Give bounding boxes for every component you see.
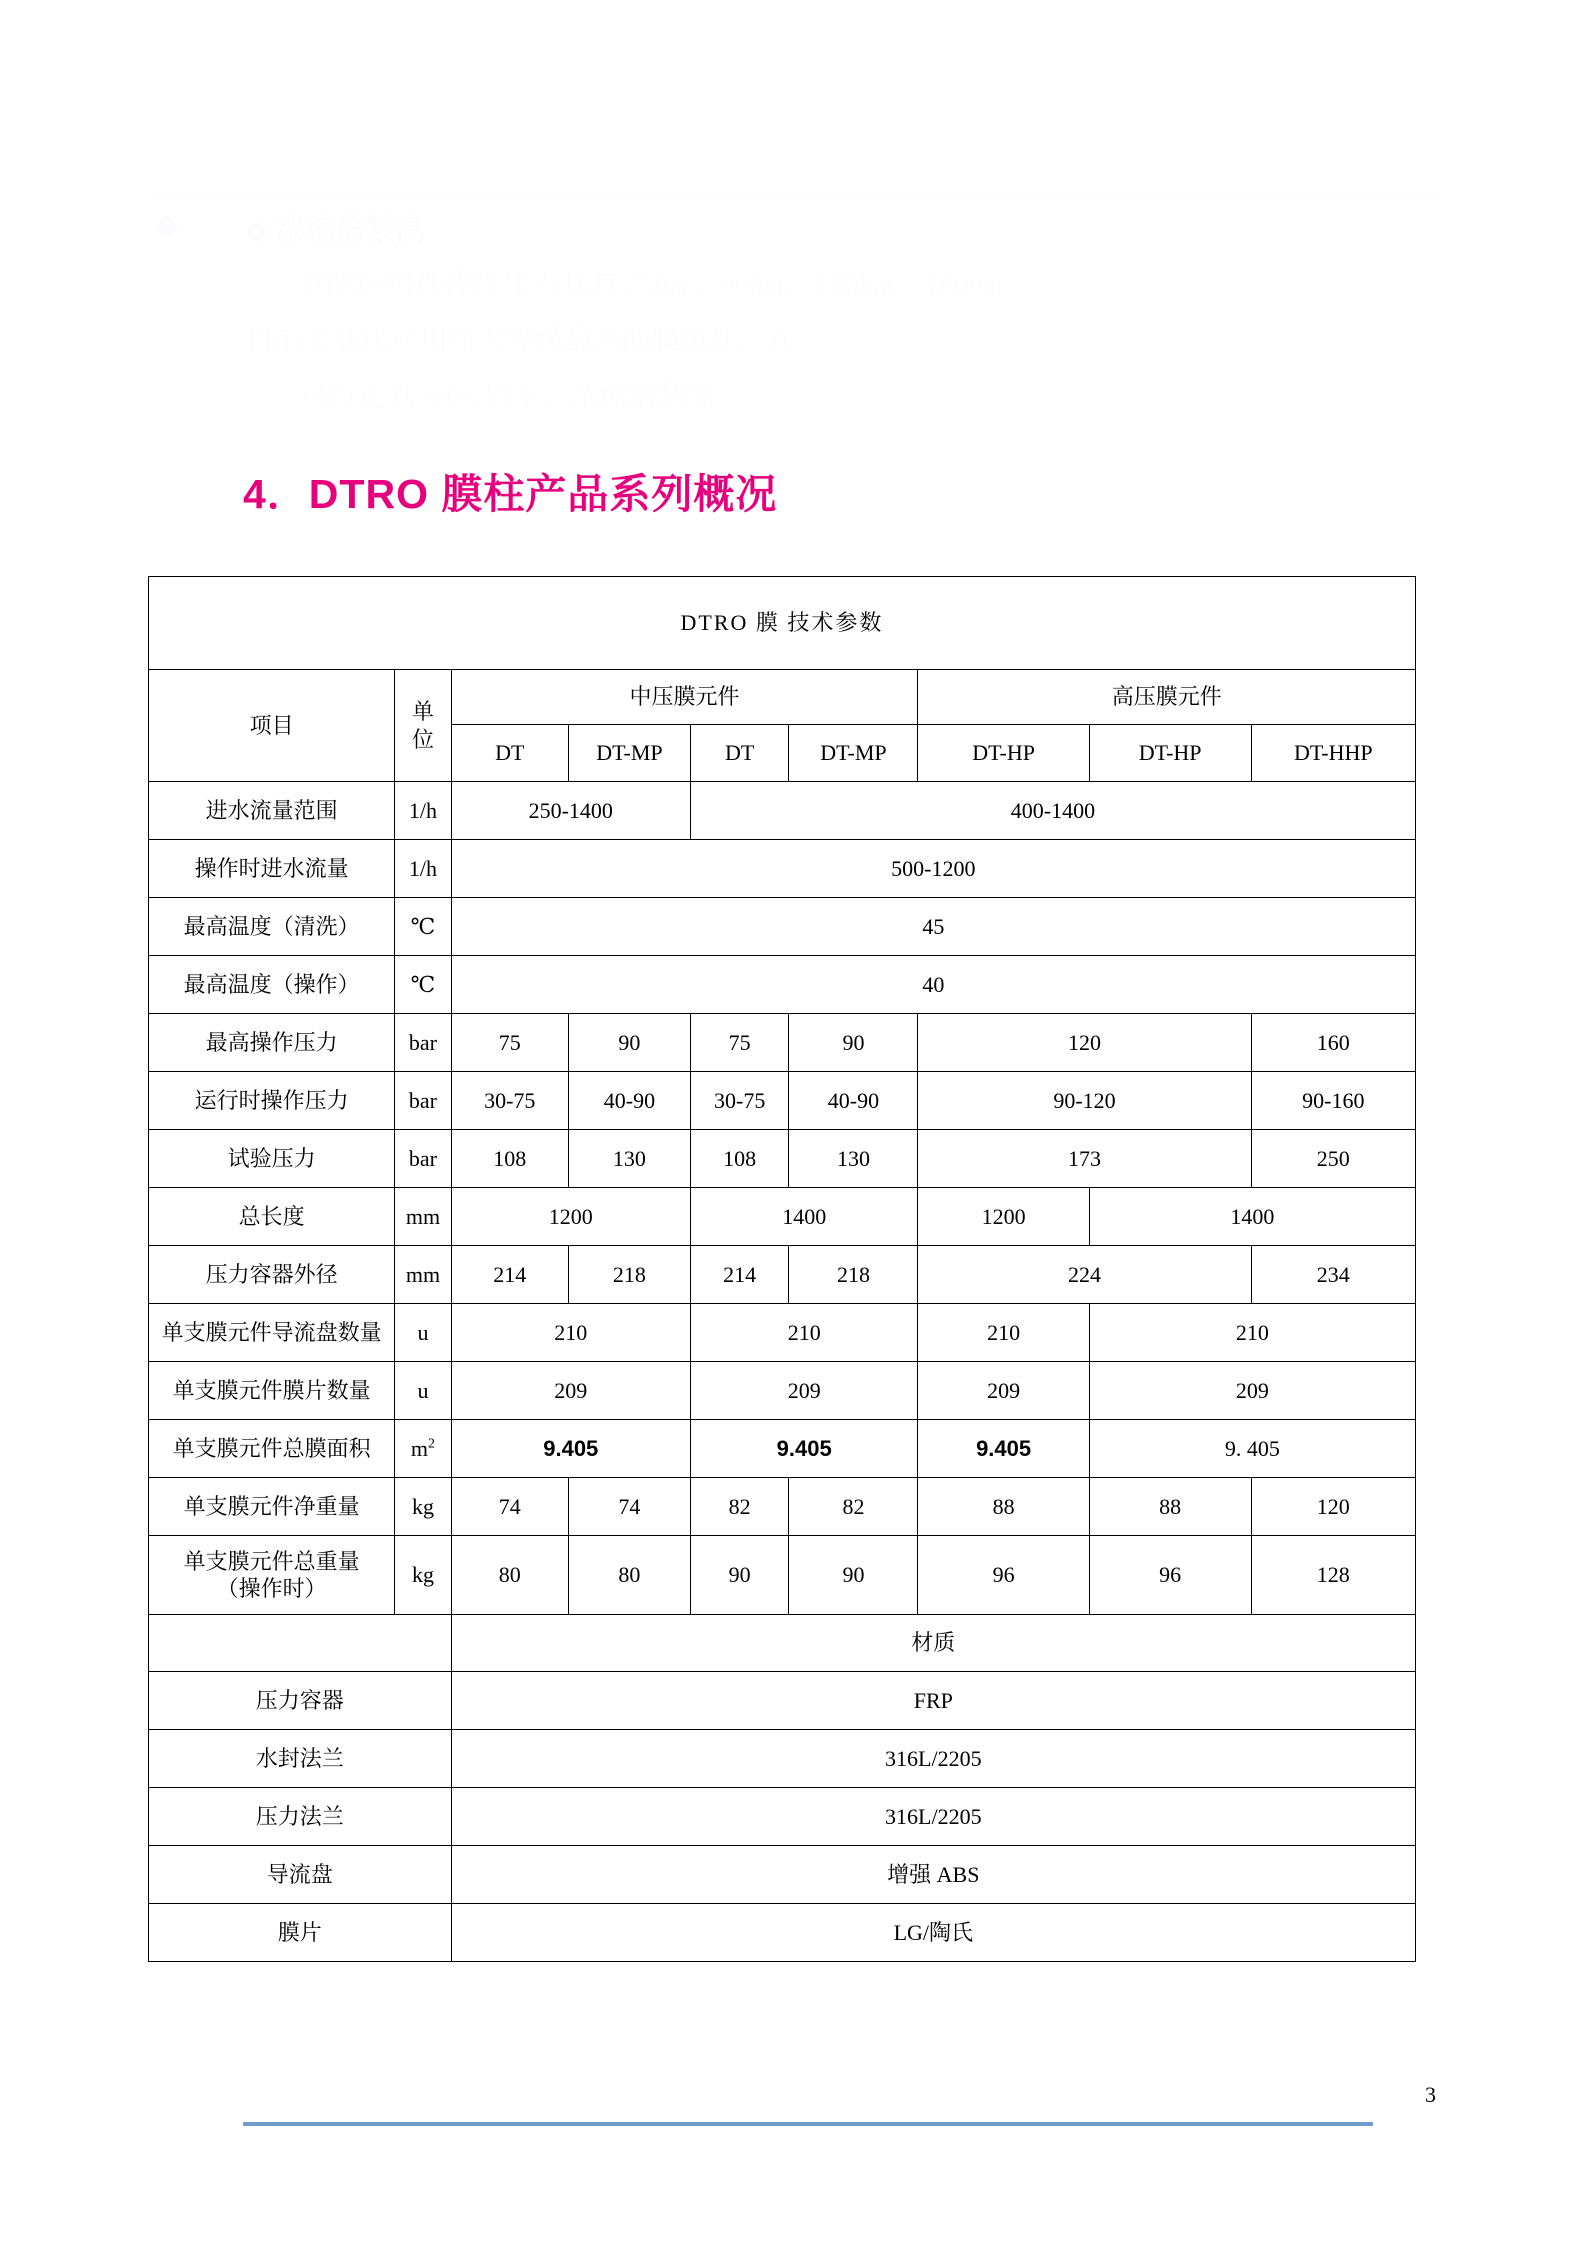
table-row — [149, 782, 1416, 840]
material-row-label: 压力法兰 — [149, 1788, 452, 1846]
ghost-text-line-3: ◆ 浓缩倍数高 — [245, 214, 426, 247]
row-label: 操作时进水流量 — [149, 840, 395, 898]
row-value: 500-1200 — [451, 840, 1415, 898]
table-row — [149, 1014, 1416, 1072]
ghost-text-line-1: 目前工业化应用压力等级最高的膜组件，在 — [245, 325, 797, 357]
row-label: 运行时操作压力 — [149, 1072, 395, 1130]
material-heading: 材质 — [451, 1615, 1415, 1672]
header-model-0: DT — [451, 725, 568, 782]
row-value: 90 — [690, 1536, 789, 1615]
table-title-row — [149, 577, 1416, 670]
material-row-value: 316L/2205 — [451, 1788, 1415, 1846]
material-row — [149, 1730, 1416, 1788]
footer-divider-rule — [243, 2122, 1373, 2126]
header-model-6: DT-HHP — [1251, 725, 1415, 782]
row-unit: ℃ — [395, 956, 451, 1014]
material-blank-cell — [149, 1615, 452, 1672]
row-unit: bar — [395, 1072, 451, 1130]
spec-table-container — [148, 576, 1416, 1962]
header-model-3: DT-MP — [789, 725, 918, 782]
row-unit: u — [395, 1362, 451, 1420]
row-value: 40-90 — [568, 1072, 690, 1130]
row-label: 单支膜元件总重量 （操作时） — [149, 1536, 395, 1615]
row-value: 209 — [690, 1362, 918, 1420]
header-group-high: 高压膜元件 — [918, 670, 1416, 725]
row-label: 总长度 — [149, 1188, 395, 1246]
row-unit: kg — [395, 1478, 451, 1536]
row-value: 82 — [690, 1478, 789, 1536]
row-unit: mm — [395, 1188, 451, 1246]
row-value: 250 — [1251, 1130, 1415, 1188]
row-value: 160 — [1251, 1014, 1415, 1072]
header-model-2: DT — [690, 725, 789, 782]
row-unit: $m^2$ — [395, 1420, 451, 1478]
table-row — [149, 1188, 1416, 1246]
row-value: 218 — [568, 1246, 690, 1304]
row-value: 210 — [918, 1304, 1089, 1362]
row-value: 88 — [918, 1478, 1089, 1536]
material-row — [149, 1904, 1416, 1962]
row-value: 9. 405 — [1089, 1420, 1415, 1478]
spec-table-body — [149, 782, 1416, 1962]
page-title: 4．DTRO 膜柱产品系列概况 — [243, 471, 778, 517]
table-row — [149, 898, 1416, 956]
row-value: 74 — [451, 1478, 568, 1536]
row-value: 173 — [918, 1130, 1251, 1188]
row-value: 130 — [568, 1130, 690, 1188]
table-row — [149, 1478, 1416, 1536]
row-unit: mm — [395, 1246, 451, 1304]
header-model-1: DT-MP — [568, 725, 690, 782]
row-label: 压力容器外径 — [149, 1246, 395, 1304]
table-row — [149, 1420, 1416, 1478]
material-row-value: 增强 ABS — [451, 1846, 1415, 1904]
row-value: 96 — [918, 1536, 1089, 1615]
table-row — [149, 1072, 1416, 1130]
header-model-4: DT-HP — [918, 725, 1089, 782]
row-value: 75 — [690, 1014, 789, 1072]
row-value: 30-75 — [690, 1072, 789, 1130]
material-row-value: FRP — [451, 1672, 1415, 1730]
row-label: 最高温度（清洗） — [149, 898, 395, 956]
material-row-label: 膜片 — [149, 1904, 452, 1962]
row-value: 88 — [1089, 1478, 1251, 1536]
row-value: 40-90 — [789, 1072, 918, 1130]
row-unit: ℃ — [395, 898, 451, 956]
row-unit: kg — [395, 1536, 451, 1615]
row-value: 9.405 — [451, 1420, 690, 1478]
material-heading-row — [149, 1615, 1416, 1672]
header-group-medium: 中压膜元件 — [451, 670, 918, 725]
material-row-value: 316L/2205 — [451, 1730, 1415, 1788]
row-value: 108 — [690, 1130, 789, 1188]
table-header-group-row — [149, 670, 1416, 725]
row-value: 90-160 — [1251, 1072, 1415, 1130]
row-value: 250-1400 — [451, 782, 690, 840]
row-value: 82 — [789, 1478, 918, 1536]
row-value: 80 — [568, 1536, 690, 1615]
table-row — [149, 1246, 1416, 1304]
row-value: 90 — [789, 1014, 918, 1072]
material-row-value: LG/陶氏 — [451, 1904, 1415, 1962]
material-row — [149, 1846, 1416, 1904]
row-unit: u — [395, 1304, 451, 1362]
row-label: 最高温度（操作） — [149, 956, 395, 1014]
table-title: DTRO 膜 技术参数 — [149, 577, 1416, 670]
table-row — [149, 956, 1416, 1014]
row-value: 75 — [451, 1014, 568, 1072]
header-model-5: DT-HP — [1089, 725, 1251, 782]
row-label: 单支膜元件导流盘数量 — [149, 1304, 395, 1362]
ghost-bullet-icon: ◆ — [155, 209, 179, 242]
row-value: 224 — [918, 1246, 1251, 1304]
row-value: 209 — [451, 1362, 690, 1420]
material-row-label: 导流盘 — [149, 1846, 452, 1904]
row-unit: 1/h — [395, 782, 451, 840]
row-label: 试验压力 — [149, 1130, 395, 1188]
row-value: 9.405 — [690, 1420, 918, 1478]
table-row — [149, 1362, 1416, 1420]
row-unit: bar — [395, 1130, 451, 1188]
row-value: 210 — [451, 1304, 690, 1362]
row-value: 74 — [568, 1478, 690, 1536]
row-value: 128 — [1251, 1536, 1415, 1615]
ghost-divider-rule — [152, 196, 1438, 197]
page-number: 3 — [1425, 2082, 1436, 2107]
row-value: 210 — [690, 1304, 918, 1362]
row-value: 30-75 — [451, 1072, 568, 1130]
row-value: 218 — [789, 1246, 918, 1304]
row-value: 400-1400 — [690, 782, 1415, 840]
row-value: 214 — [451, 1246, 568, 1304]
material-row — [149, 1788, 1416, 1846]
material-row-label: 压力容器 — [149, 1672, 452, 1730]
row-value: 90-120 — [918, 1072, 1251, 1130]
table-row — [149, 840, 1416, 898]
row-value: 1200 — [451, 1188, 690, 1246]
row-value: 1400 — [690, 1188, 918, 1246]
dtro-spec-table — [148, 576, 1416, 1962]
material-row — [149, 1672, 1416, 1730]
row-label: 单支膜元件膜片数量 — [149, 1362, 395, 1420]
row-value: 210 — [1089, 1304, 1415, 1362]
ghost-text-line-2: 可以达到 90% 以上，浓缩倍数高 — [300, 381, 716, 413]
row-value: 120 — [1251, 1478, 1415, 1536]
row-value: 209 — [918, 1362, 1089, 1420]
row-label: 单支膜元件净重量 — [149, 1478, 395, 1536]
row-value: 209 — [1089, 1362, 1415, 1420]
row-value: 130 — [789, 1130, 918, 1188]
material-row-label: 水封法兰 — [149, 1730, 452, 1788]
row-label: 单支膜元件总膜面积 — [149, 1420, 395, 1478]
row-label: 最高操作压力 — [149, 1014, 395, 1072]
row-value: 40 — [451, 956, 1415, 1014]
row-value: 1400 — [1089, 1188, 1415, 1246]
table-row — [149, 1536, 1416, 1615]
row-value: 108 — [451, 1130, 568, 1188]
row-unit: 1/h — [395, 840, 451, 898]
header-unit: 单 位 — [395, 670, 451, 782]
table-row — [149, 1304, 1416, 1362]
row-value: 45 — [451, 898, 1415, 956]
row-value: 9.405 — [918, 1420, 1089, 1478]
row-value: 214 — [690, 1246, 789, 1304]
row-value: 96 — [1089, 1536, 1251, 1615]
row-value: 80 — [451, 1536, 568, 1615]
row-value: 90 — [789, 1536, 918, 1615]
row-value: 1200 — [918, 1188, 1089, 1246]
table-row — [149, 1130, 1416, 1188]
row-value: 120 — [918, 1014, 1251, 1072]
row-unit: bar — [395, 1014, 451, 1072]
row-label: 进水流量范围 — [149, 782, 395, 840]
ghost-text-line-4: DTRO 组件操作压力具有 75bar，90bar，120bar，160bar — [300, 269, 1006, 301]
header-item: 项目 — [149, 670, 395, 782]
row-value: 234 — [1251, 1246, 1415, 1304]
row-value: 90 — [568, 1014, 690, 1072]
